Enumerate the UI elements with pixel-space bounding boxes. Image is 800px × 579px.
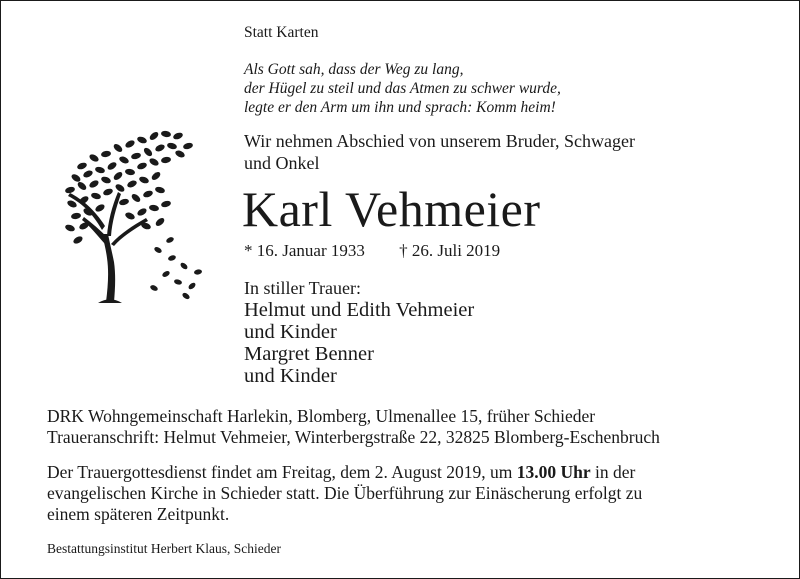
kicker-text: Statt Karten <box>244 24 319 41</box>
deceased-name: Karl Vehmeier <box>242 181 541 237</box>
mourning-address-line: Traueranschrift: Helmut Vehmeier, Winterbergstraße 22, 32825 Blomberg-Eschenbruch <box>47 427 660 447</box>
windblown-tree-icon <box>62 126 208 306</box>
service-time: 13.00 Uhr <box>516 462 591 482</box>
poem <box>244 60 561 117</box>
poem-line: Als Gott sah, dass der Weg zu lang, <box>244 61 464 78</box>
intro-line: Wir nehmen Abschied von unserem Bruder, Schwager <box>244 131 635 151</box>
mourner-line: und Kinder <box>244 365 337 387</box>
death-date: † 26. Juli 2019 <box>399 241 501 260</box>
intro-line: und Onkel <box>244 153 320 173</box>
poem-line: legte er den Arm um ihn und sprach: Komm heim! <box>244 99 556 116</box>
life-dates <box>244 241 500 261</box>
funeral-home-credit: Bestattungsinstitut Herbert Klaus, Schieder <box>47 541 281 556</box>
mourner-line: Helmut und Edith Vehmeier <box>244 299 475 321</box>
address-block <box>47 406 660 448</box>
service-line-3: einem späteren Zeitpunkt. <box>47 504 230 524</box>
intro-text <box>244 130 635 174</box>
mourner-line: Margret Benner <box>244 343 374 365</box>
service-text: in der <box>590 462 636 482</box>
mourners-heading: In stiller Trauer: <box>244 278 361 298</box>
service-text: Der Trauergottesdienst findet am Freitag, dem 2. August 2019, um <box>47 462 517 482</box>
service-line-1 <box>47 462 642 483</box>
service-block <box>47 462 642 525</box>
mourners-block <box>244 277 474 387</box>
service-line-2: evangelischen Kirche in Schieder statt. Die Überführung zur Einäscherung erfolgt zu <box>47 483 643 503</box>
mourner-line: und Kinder <box>244 321 337 343</box>
poem-line: der Hügel zu steil und das Atmen zu schwer wurde, <box>244 80 561 97</box>
birth-date: * 16. Januar 1933 <box>244 241 365 260</box>
residence-line: DRK Wohngemeinschaft Harlekin, Blomberg, Ulmenallee 15, früher Schieder <box>47 406 596 426</box>
